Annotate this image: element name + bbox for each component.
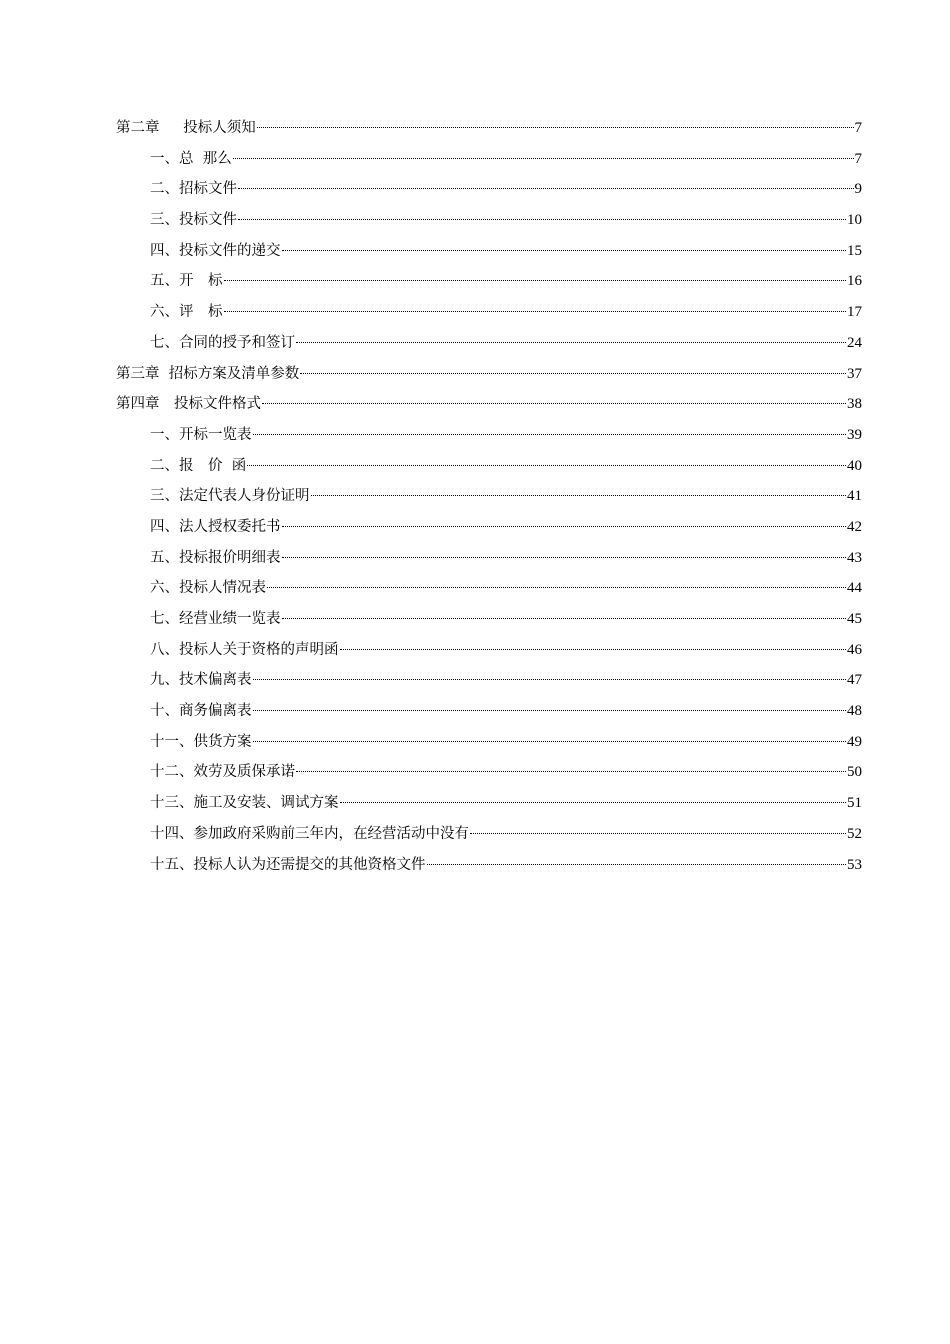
toc-entry-title: 五、开 标: [150, 273, 223, 290]
toc-entry-title: 六、评 标: [150, 304, 223, 321]
toc-page-number: 48: [847, 703, 862, 720]
toc-entry-title: 十五、投标人认为还需提交的其他资格文件: [150, 856, 426, 873]
toc-section-entry[interactable]: [116, 451, 862, 482]
toc-entry-title: 十三、施工及安装、调试方案: [150, 795, 339, 812]
toc-entry-title: 十、商务偏离表: [150, 703, 252, 720]
toc-entry-title: 第二章 投标人须知: [116, 120, 256, 136]
toc-dot-leader: [340, 801, 847, 803]
toc-section-entry[interactable]: [116, 144, 862, 175]
toc-dot-leader: [296, 341, 846, 343]
toc-dot-leader: [253, 740, 847, 742]
toc-section-entry[interactable]: [116, 266, 862, 297]
toc-dot-leader: [233, 157, 854, 159]
toc-page-number: 7: [854, 150, 862, 167]
toc-section-entry[interactable]: [116, 788, 862, 819]
toc-dot-leader: [282, 525, 847, 527]
toc-page-number: 42: [847, 518, 862, 535]
toc-entry-title: 一、总 那么: [150, 150, 232, 167]
toc-page-number: 41: [847, 488, 862, 505]
toc-dot-leader: [267, 586, 846, 588]
toc-entry-title: 三、投标文件: [150, 212, 237, 229]
toc-entry-title: 六、投标人情况表: [150, 580, 266, 597]
toc-entry-title: 一、开标一览表: [150, 426, 252, 443]
toc-section-entry[interactable]: [116, 236, 862, 267]
toc-section-entry[interactable]: [116, 819, 862, 850]
toc-entry-title: 七、经营业绩一览表: [150, 611, 281, 627]
toc-dot-leader: [282, 249, 847, 251]
toc-entry-title: 五、投标报价明细表: [150, 549, 281, 566]
toc-page-number: 43: [847, 549, 862, 566]
toc-section-entry[interactable]: [116, 174, 862, 205]
toc-page-number: 38: [847, 396, 862, 413]
toc-dot-leader: [253, 709, 847, 711]
toc-dot-leader: [300, 372, 846, 374]
toc-page-number: 17: [847, 304, 862, 321]
toc-page-number: 46: [847, 641, 862, 658]
toc-page-number: 52: [847, 825, 862, 842]
toc-page-number: 10: [847, 212, 862, 229]
toc-dot-leader: [224, 279, 847, 281]
toc-section-entry[interactable]: [116, 205, 862, 236]
table-of-contents: [116, 113, 862, 880]
toc-section-entry[interactable]: [116, 512, 862, 543]
toc-entry-title: 八、投标人关于资格的声明函: [150, 641, 339, 658]
toc-dot-leader: [224, 310, 847, 312]
toc-entry-title: 四、法人授权委托书: [150, 518, 281, 535]
toc-entry-title: 十一、供货方案: [150, 733, 252, 750]
toc-page-number: 51: [847, 795, 862, 812]
toc-chapter-entry[interactable]: [116, 389, 862, 420]
toc-section-entry[interactable]: [116, 757, 862, 788]
toc-dot-leader: [238, 187, 854, 189]
toc-entry-title: 十二、效劳及质保承诺: [150, 764, 295, 781]
toc-section-entry[interactable]: [116, 635, 862, 666]
toc-page-number: 49: [847, 733, 862, 750]
toc-entry-title: 十四、参加政府采购前三年内，在经营活动中没有: [150, 825, 469, 842]
toc-chapter-entry[interactable]: [116, 359, 862, 390]
toc-section-entry[interactable]: [116, 420, 862, 451]
toc-dot-leader: [340, 648, 847, 650]
toc-page-number: 50: [847, 764, 862, 781]
toc-dot-leader: [296, 770, 846, 772]
toc-page-number: 9: [854, 181, 862, 198]
toc-page-number: 45: [847, 611, 862, 627]
toc-page-number: 24: [847, 334, 862, 351]
toc-dot-leader: [247, 464, 846, 466]
toc-entry-title: 七、合同的授予和签订: [150, 334, 295, 351]
toc-dot-leader: [311, 494, 847, 496]
toc-entry-title: 三、法定代表人身份证明: [150, 488, 310, 505]
toc-section-entry[interactable]: [116, 850, 862, 881]
toc-section-entry[interactable]: [116, 543, 862, 574]
toc-page-number: 47: [847, 672, 862, 689]
toc-section-entry[interactable]: [116, 696, 862, 727]
toc-page-number: 53: [847, 856, 862, 873]
toc-dot-leader: [262, 402, 846, 404]
toc-chapter-entry[interactable]: [116, 113, 862, 144]
toc-page-number: 7: [854, 120, 862, 136]
toc-dot-leader: [253, 678, 847, 680]
toc-page-number: 15: [847, 242, 862, 259]
toc-page-number: 39: [847, 426, 862, 443]
toc-section-entry[interactable]: [116, 481, 862, 512]
toc-dot-leader: [257, 126, 854, 128]
toc-section-entry[interactable]: [116, 573, 862, 604]
toc-section-entry[interactable]: [116, 297, 862, 328]
toc-section-entry[interactable]: [116, 727, 862, 758]
toc-page-number: 37: [847, 365, 862, 382]
toc-dot-leader: [282, 617, 847, 619]
toc-dot-leader: [238, 218, 846, 220]
toc-section-entry[interactable]: [116, 665, 862, 696]
toc-dot-leader: [282, 556, 847, 558]
toc-dot-leader: [470, 832, 846, 834]
toc-entry-title: 二、招标文件: [150, 181, 237, 198]
toc-entry-title: 第四章 投标文件格式: [116, 396, 261, 413]
toc-section-entry[interactable]: [116, 604, 862, 635]
toc-page-number: 44: [847, 580, 862, 597]
toc-dot-leader: [427, 863, 847, 865]
toc-entry-title: 二、报 价 函: [150, 457, 247, 474]
toc-entry-title: 四、投标文件的递交: [150, 242, 281, 259]
toc-dot-leader: [253, 433, 847, 435]
toc-page-number: 40: [847, 457, 862, 474]
toc-section-entry[interactable]: [116, 328, 862, 359]
toc-page-number: 16: [847, 273, 862, 290]
toc-entry-title: 九、技术偏离表: [150, 672, 252, 689]
toc-entry-title: 第三章 招标方案及清单参数: [116, 365, 300, 382]
